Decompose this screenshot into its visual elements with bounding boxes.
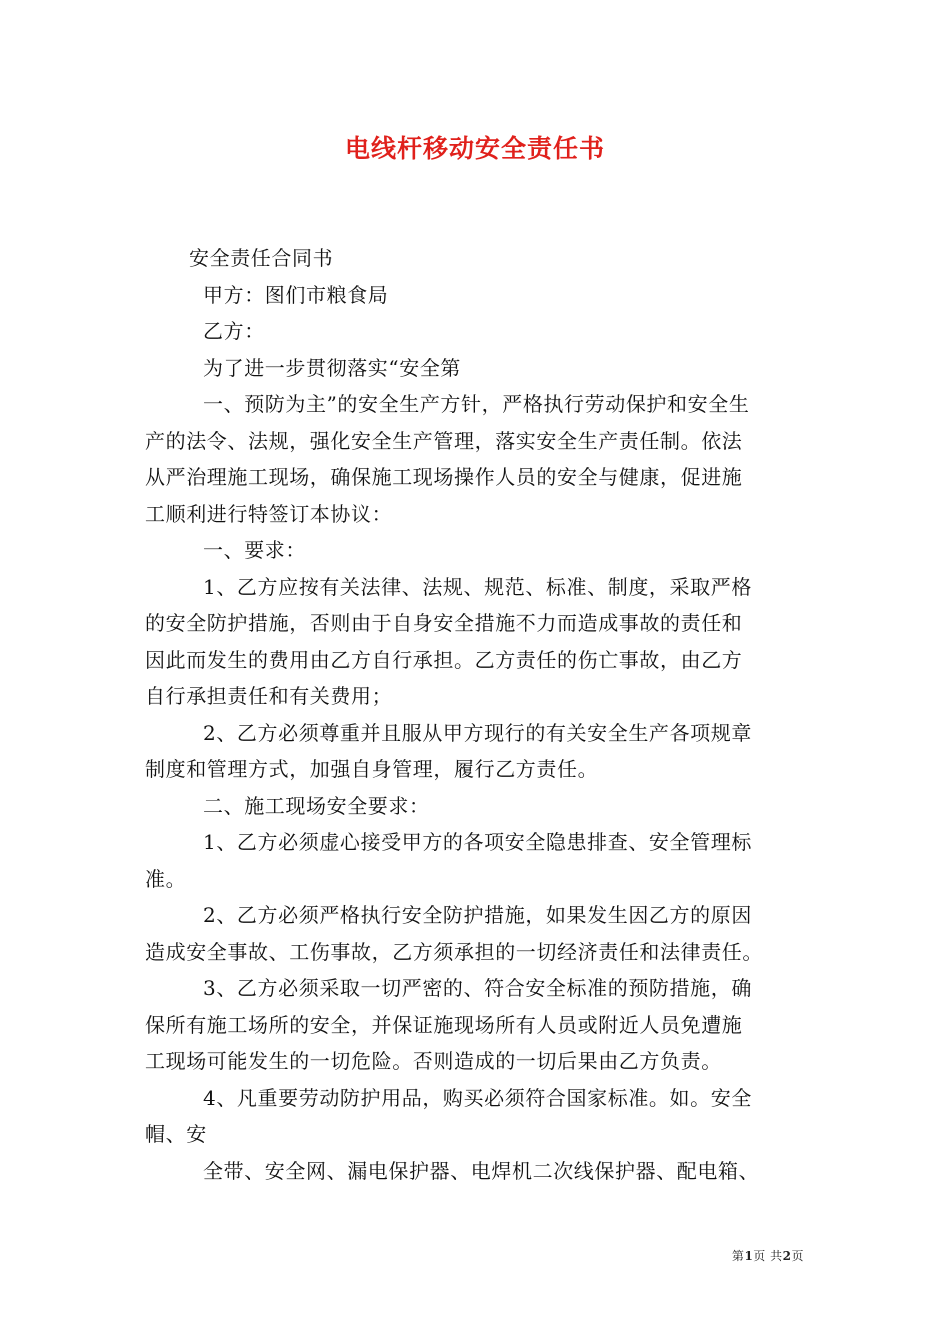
body-line: 二、施工现场安全要求： <box>203 793 430 818</box>
page-footer <box>732 1248 804 1264</box>
footer-middle: 页 共 <box>753 1249 783 1263</box>
footer-prefix: 第 <box>731 1249 745 1263</box>
body-line: 工顺利进行特签订本协议： <box>145 501 393 526</box>
footer-total-pages: 2 <box>782 1249 792 1263</box>
body-line: 1、乙方必须虚心接受甲方的各项安全隐患排查、安全管理标 <box>203 830 752 854</box>
body-line: 2、乙方必须严格执行安全防护措施，如果发生因乙方的原因 <box>203 903 752 927</box>
body-line: 一、要求： <box>203 538 306 562</box>
body-line: 3、乙方必须采取一切严密的、符合安全标准的预防措施，确 <box>203 976 752 1000</box>
document-body <box>145 240 807 1189</box>
body-line: 造成安全事故、工伤事故，乙方须承担的一切经济责任和法律责任。 <box>145 939 763 964</box>
body-line: 因此而发生的费用由乙方自行承担。乙方责任的伤亡事故，由乙方 <box>145 647 743 672</box>
body-line: 为了进一步贯彻落实“安全第 <box>203 355 462 380</box>
footer-current-page: 1 <box>744 1249 754 1263</box>
body-line: 工现场可能发生的一切危险。否则造成的一切后果由乙方负责。 <box>145 1049 722 1073</box>
body-line: 全带、安全网、漏电保护器、电焊机二次线保护器、配电箱、 <box>203 1158 760 1183</box>
body-line: 2、乙方必须尊重并且服从甲方现行的有关安全生产各项规章 <box>203 720 752 745</box>
body-line: 1、乙方应按有关法律、法规、规范、标准、制度，采取严格 <box>203 574 752 599</box>
body-line: 乙方： <box>203 319 265 343</box>
body-line: 自行承担责任和有关费用； <box>145 684 393 708</box>
body-line: 的安全防护措施，否则由于自身安全措施不力而造成事故的责任和 <box>145 611 743 635</box>
body-line: 制度和管理方式，加强自身管理，履行乙方责任。 <box>145 757 599 781</box>
body-line: 安全责任合同书 <box>189 246 334 270</box>
body-line: 一、预防为主”的安全生产方针，严格执行劳动保护和安全生 <box>203 392 750 416</box>
footer-suffix: 页 <box>791 1249 804 1263</box>
body-line: 保所有施工场所的安全，并保证施现场所有人员或附近人员免遭施 <box>145 1012 743 1037</box>
body-line: 从严治理施工现场，确保施工现场操作人员的安全与健康，促进施 <box>145 465 743 489</box>
document-title: 电线杆移动安全责任书 <box>344 134 605 163</box>
body-line: 4、凡重要劳动防护用品，购买必须符合国家标准。如。安全 <box>203 1085 752 1110</box>
body-line: 产的法令、法规，强化安全生产管理，落实安全生产责任制。依法 <box>145 428 743 453</box>
body-line: 准。 <box>145 866 187 891</box>
body-line: 甲方：图们市粮食局 <box>203 282 389 307</box>
body-line: 帽、安 <box>145 1122 207 1146</box>
